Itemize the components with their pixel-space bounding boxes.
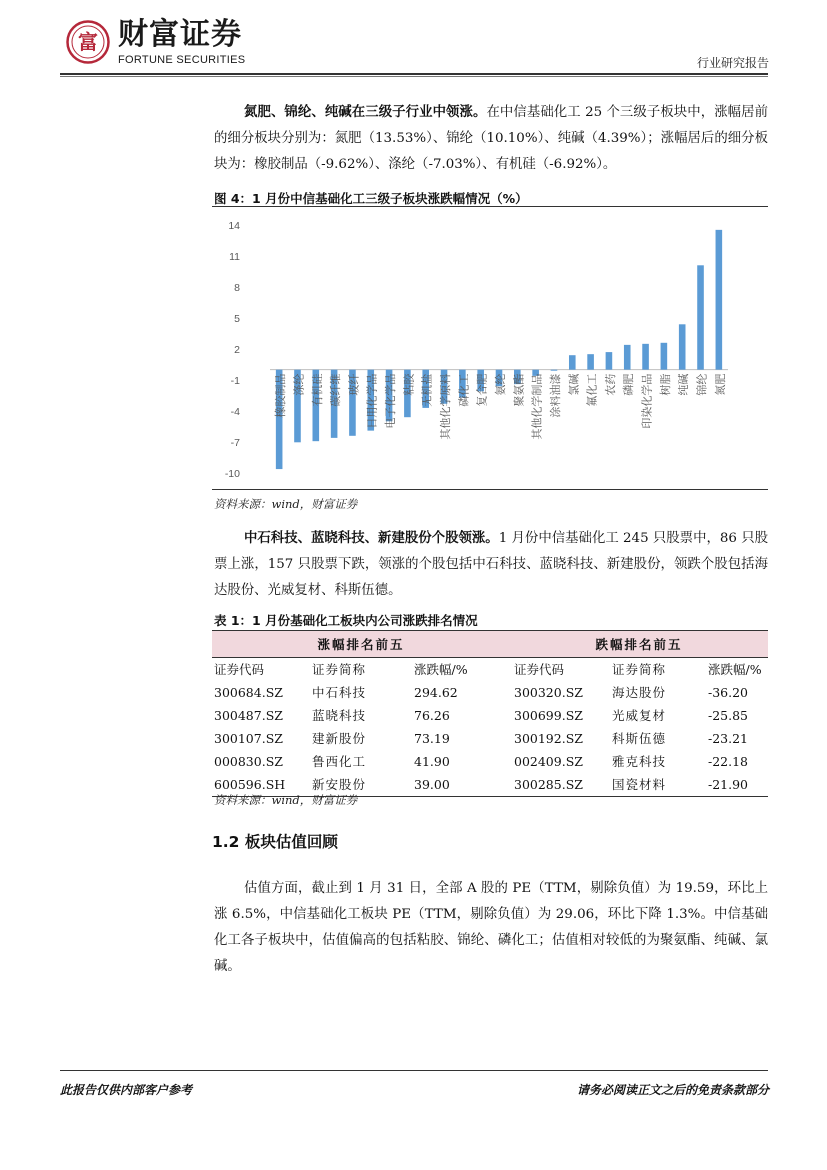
table-cell: 39.00 <box>410 773 510 797</box>
y-tick-label: -4 <box>230 406 240 418</box>
paragraph-lead: 氮肥、锦纶、纯碱在三级子行业中领涨。 <box>244 105 487 120</box>
chart-bar <box>606 352 613 370</box>
x-category-label: 磷化工 <box>457 373 471 407</box>
x-category-label: 印染化学品 <box>640 373 654 429</box>
column-header: 涨跌幅/% <box>414 662 468 677</box>
x-category-label: 碳纤维 <box>329 373 343 407</box>
footer-disclaimer-right: 请务必阅读正文之后的免责条款部分 <box>576 1083 769 1097</box>
table-cell: 建新股份 <box>312 731 367 746</box>
table-cell: 300192.SZ <box>514 731 583 746</box>
x-category-label: 无机盐 <box>420 373 434 407</box>
figure-top-rule <box>212 206 768 207</box>
column-header: 证券代码 <box>514 662 565 677</box>
table-cell: 科斯伍德 <box>612 731 667 746</box>
x-category-label: 氮肥 <box>713 373 727 396</box>
x-category-label: 农药 <box>603 373 617 396</box>
table-title: 表 1：1 月份基础化工板块内公司涨跌排名情况 <box>214 613 478 628</box>
table-column-header <box>212 658 768 682</box>
chart-bar <box>587 354 594 370</box>
table-cell: 41.90 <box>414 754 450 769</box>
y-tick-label: 11 <box>229 251 240 263</box>
table-cell: 002409.SZ <box>514 754 583 769</box>
x-category-label: 锦纶 <box>695 373 709 396</box>
table-cell: 73.19 <box>414 731 450 746</box>
table-cell: -25.85 <box>708 708 749 723</box>
section-heading: 1.2 板块估值回顾 <box>212 833 338 851</box>
x-category-label: 氯碱 <box>567 373 581 396</box>
paragraph-body: 在中信基础化工 25 个三级子板块中，涨幅居前的细分板块分别为：氮肥（13.53%）、锦纶（10.10%）、纯碱（4.39%）；涨幅居后的细分板块为：橡胶制品（-9.62%）、涤纶（-7.03%）、有机硅（-6.92%）。 <box>214 105 768 172</box>
x-category-label: 橡胶制品 <box>274 373 288 418</box>
column-header: 证券代码 <box>214 662 265 677</box>
table-cell: -23.21 <box>708 731 749 746</box>
chart-bar <box>661 343 668 370</box>
table-cell: 300107.SZ <box>214 731 283 746</box>
chart-bar <box>569 355 576 369</box>
paragraph-valuation <box>214 876 768 980</box>
table-cell: 新安股份 <box>306 773 410 797</box>
chart-bar <box>642 344 649 370</box>
x-category-label: 氨纶 <box>494 373 507 396</box>
y-tick-label: 14 <box>228 220 240 232</box>
table-cell: 300699.SZ <box>514 708 583 723</box>
table-cell: -21.90 <box>708 773 768 797</box>
figure-bottom-rule <box>212 489 768 490</box>
x-category-label: 聚氨酯 <box>512 373 526 407</box>
table-cell: 蓝晓科技 <box>312 708 367 723</box>
table-cell: 600596.SH <box>212 773 306 797</box>
table-cell: 鲁西化工 <box>312 754 367 769</box>
x-category-label: 其他化学制品 <box>530 373 544 440</box>
header-divider-thin <box>60 76 768 77</box>
x-category-label: 复合肥 <box>475 373 489 407</box>
seal-glyph: 富 <box>78 30 98 54</box>
chart-bar <box>716 230 723 370</box>
paragraph-subsector-summary <box>214 100 768 178</box>
x-category-label: 纯碱 <box>677 373 691 396</box>
x-category-label: 玻纤 <box>347 373 361 396</box>
table-cell: 300285.SZ <box>510 773 610 797</box>
header-divider <box>60 73 768 75</box>
x-category-label: 涤纶 <box>292 373 306 396</box>
footer-disclaimer-left: 此报告仅供内部客户参考 <box>60 1083 193 1097</box>
brand-name-cn: 财富证券 <box>118 17 242 52</box>
x-category-label: 日用化学品 <box>365 373 379 429</box>
x-category-label: 电子化学品 <box>384 373 398 429</box>
column-header: 证券简称 <box>312 662 367 677</box>
table-row <box>212 750 768 773</box>
footer-divider <box>60 1070 768 1071</box>
table-cell: 雅克科技 <box>612 754 667 769</box>
paragraph-lead: 中石科技、蓝晓科技、新建股份个股领涨。 <box>244 531 499 546</box>
x-category-label: 其他化学原料 <box>439 373 453 440</box>
table-cell: 76.26 <box>414 708 450 723</box>
y-tick-label: -7 <box>230 437 240 449</box>
chart-bar <box>551 370 558 371</box>
x-category-label: 树脂 <box>658 373 672 396</box>
figure-source: 资料来源：wind，财富证券 <box>214 497 358 511</box>
table-cell: 300684.SZ <box>214 685 283 700</box>
table-cell: 光威复材 <box>612 708 667 723</box>
paragraph-body: 估值方面，截止到 1 月 31 日，全部 A 股的 PE（TTM，剔除负值）为 19.59，环比上涨 6.5%，中信基础化工板块 PE（TTM，剔除负值）为 29.06，环比下降 1.3%。中信基础化工各子板块中，估值偏高的包括粘胶、锦纶、磷化工；估值相对较低的为聚氨酯、纯碱、氯碱。 <box>214 881 768 974</box>
table-cell: 中石科技 <box>312 685 367 700</box>
x-category-label: 磷肥 <box>622 373 636 396</box>
y-tick-label: 5 <box>234 313 240 325</box>
table-cell: -22.18 <box>708 754 749 769</box>
table-cell: 300487.SZ <box>214 708 283 723</box>
chart-bar <box>697 265 704 369</box>
table-group-header <box>212 631 768 658</box>
table-cell: 国瓷材料 <box>610 773 708 797</box>
subsector-change-bar-chart <box>212 208 768 488</box>
y-tick-label: -10 <box>224 468 240 480</box>
table-row <box>212 681 768 704</box>
ranking-table <box>212 630 768 797</box>
x-category-label: 有机硅 <box>310 373 324 407</box>
table-cell: 294.62 <box>414 685 458 700</box>
chart-bar <box>624 345 631 370</box>
figure-title: 图 4：1 月份中信基础化工三级子板块涨跌幅情况（%） <box>214 191 528 206</box>
table-cell: 300320.SZ <box>514 685 583 700</box>
report-type-label: 行业研究报告 <box>696 56 769 70</box>
table-cell: 000830.SZ <box>214 754 283 769</box>
losers-header: 跌幅排名前五 <box>510 631 768 658</box>
x-category-label: 氟化工 <box>585 373 599 407</box>
company-seal-logo <box>66 20 110 64</box>
brand-name-en: FORTUNE SECURITIES <box>118 54 246 66</box>
x-category-label: 涂料油漆 <box>548 373 562 418</box>
table-row <box>212 727 768 750</box>
x-category-label: 粘胶 <box>402 373 416 396</box>
table-cell: 海达股份 <box>612 685 667 700</box>
table-row <box>212 704 768 727</box>
table-source: 资料来源：wind，财富证券 <box>214 793 358 807</box>
paragraph-stock-summary <box>214 526 768 604</box>
table-cell: -36.20 <box>708 685 749 700</box>
y-tick-label: -1 <box>230 375 240 387</box>
chart-bar <box>679 324 686 369</box>
y-tick-label: 2 <box>234 344 240 356</box>
column-header: 涨跌幅/% <box>708 662 762 677</box>
paragraph-body: 1 月份中信基础化工 245 只股票中，86 只股票上涨，157 只股票下跌，领涨的个股包括中石科技、蓝晓科技、新建股份，领跌个股包括海达股份、光威复材、科斯伍德。 <box>214 531 768 598</box>
column-header: 证券简称 <box>612 662 667 677</box>
y-tick-label: 8 <box>234 282 240 294</box>
gainers-header: 涨幅排名前五 <box>212 631 510 658</box>
